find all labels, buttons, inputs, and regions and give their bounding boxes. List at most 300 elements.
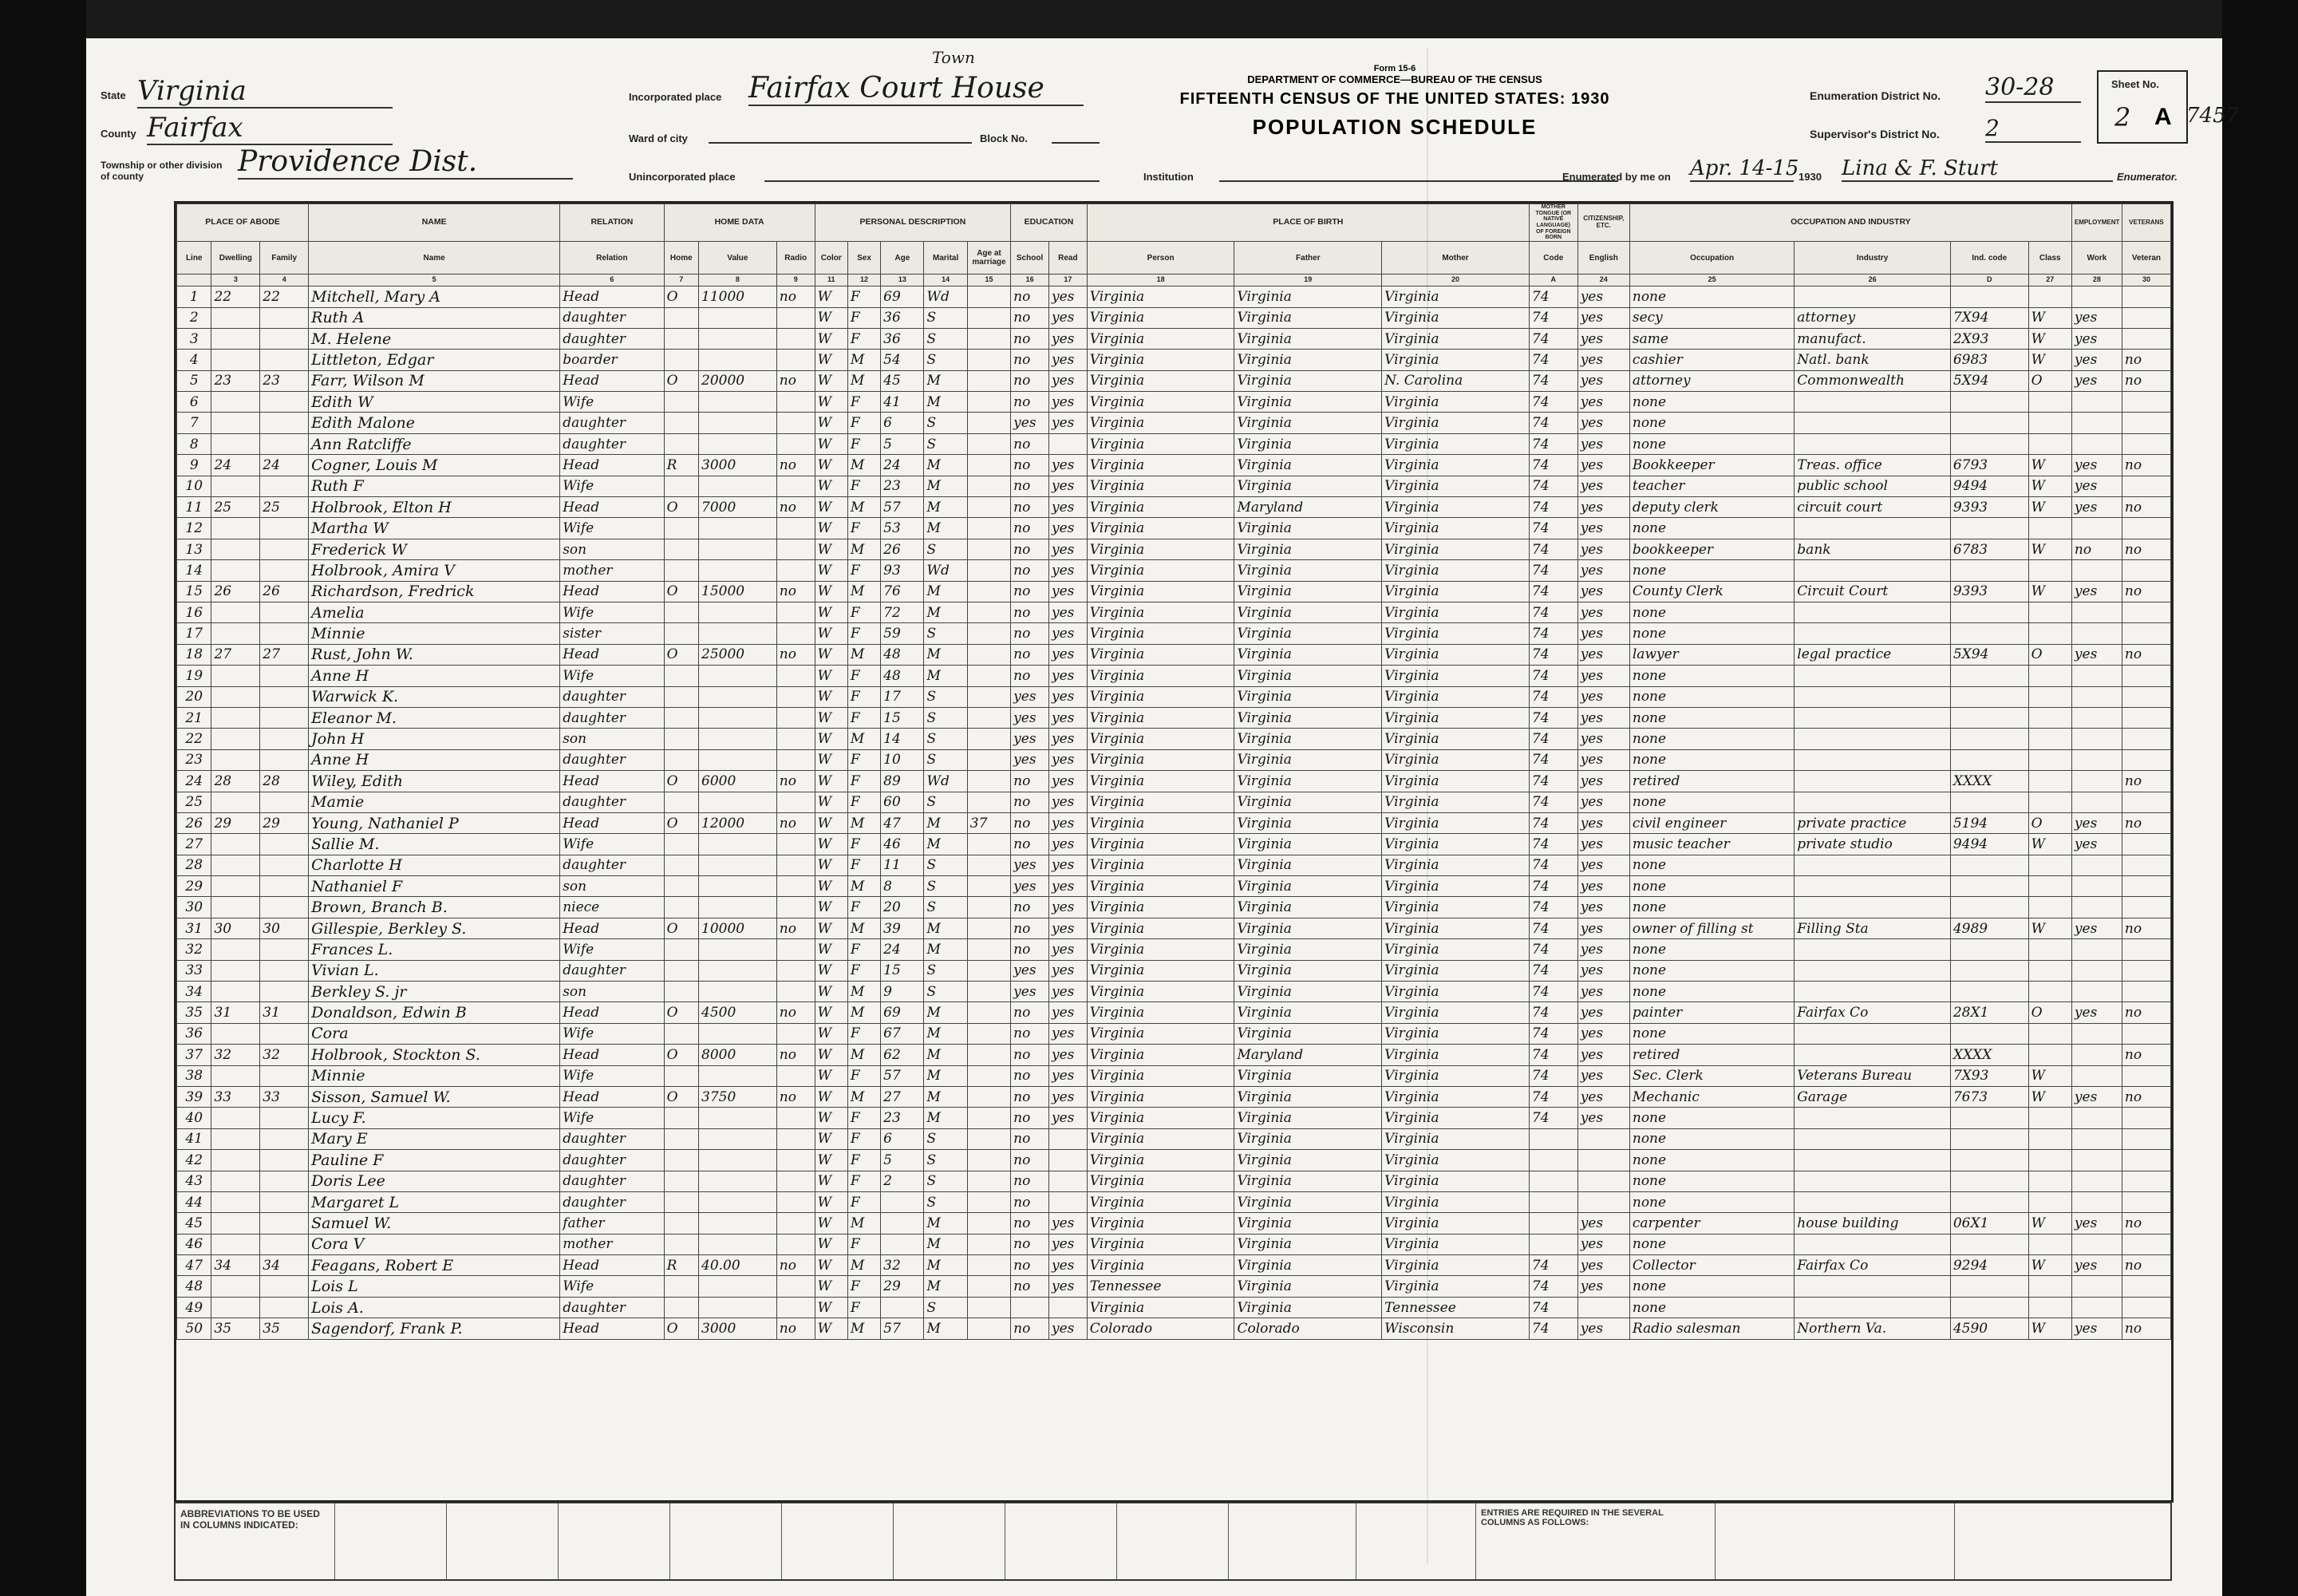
industry (1795, 623, 1951, 644)
age: 23 (881, 476, 924, 496)
line-number: 2 (177, 307, 211, 328)
age: 48 (881, 666, 924, 686)
birthplace-mother: Virginia (1382, 518, 1530, 539)
age-at-marriage (967, 392, 1010, 413)
line-number: 46 (177, 1234, 211, 1254)
group-veterans: VETERANS (2122, 204, 2170, 242)
sex: M (847, 350, 880, 370)
color-race: W (815, 1318, 847, 1339)
family-number: 32 (260, 1045, 309, 1065)
person-name: Pauline F (309, 1150, 560, 1171)
dwelling-number (211, 1108, 260, 1128)
birthplace-person: Virginia (1087, 518, 1234, 539)
code-a: 74 (1529, 1002, 1577, 1023)
birthplace-person: Virginia (1087, 392, 1234, 413)
radio (776, 1213, 815, 1234)
industry-code (1950, 792, 2028, 812)
class-of-worker: W (2028, 350, 2071, 370)
home-tenure: O (664, 1318, 698, 1339)
birthplace-person: Virginia (1087, 686, 1234, 707)
home-value (699, 897, 777, 918)
line-number: 27 (177, 834, 211, 855)
table-row (177, 749, 2171, 770)
speaks-english: yes (1577, 476, 1629, 496)
schedule-title: POPULATION SCHEDULE (1252, 115, 1538, 139)
school-attendance: yes (1011, 876, 1049, 897)
birthplace-father: Virginia (1234, 855, 1382, 875)
occupation: none (1629, 749, 1794, 770)
marital-status: S (924, 897, 967, 918)
school-attendance: no (1011, 497, 1049, 518)
home-tenure (664, 1065, 698, 1086)
occupation: Mechanic (1629, 1086, 1794, 1107)
family-number (260, 707, 309, 728)
code-a: 74 (1529, 707, 1577, 728)
industry-code: 9393 (1950, 497, 2028, 518)
radio (776, 855, 815, 875)
at-work: yes (2071, 328, 2122, 349)
person-name: Littleton, Edgar (309, 350, 560, 370)
speaks-english: yes (1577, 602, 1629, 622)
industry-code: 6783 (1950, 539, 2028, 559)
sex: F (847, 1108, 880, 1128)
census-rows (177, 286, 2171, 1340)
person-name: Minnie (309, 1065, 560, 1086)
age-at-marriage (967, 328, 1010, 349)
table-row (177, 939, 2171, 960)
family-number (260, 666, 309, 686)
family-number: 27 (260, 644, 309, 665)
birthplace-father: Virginia (1234, 939, 1382, 960)
class-of-worker (2028, 1171, 2071, 1191)
school-attendance: yes (1011, 982, 1049, 1002)
column-header-mother: Mother (1382, 242, 1530, 275)
marital-status: M (924, 1045, 967, 1065)
class-of-worker: W (2028, 1086, 2071, 1107)
birthplace-person: Virginia (1087, 1171, 1234, 1191)
birthplace-person: Virginia (1087, 939, 1234, 960)
industry: attorney (1795, 307, 1951, 328)
column-number: 12 (847, 275, 880, 286)
age-at-marriage (967, 623, 1010, 644)
sex: F (847, 1171, 880, 1191)
at-work (2071, 876, 2122, 897)
veteran (2122, 560, 2170, 581)
dwelling-number (211, 666, 260, 686)
home-tenure (664, 982, 698, 1002)
school-attendance: no (1011, 476, 1049, 496)
form-title-block (1115, 64, 1674, 140)
speaks-english (1577, 1171, 1629, 1191)
home-value (699, 476, 777, 496)
column-header-dwelling: Dwelling (211, 242, 260, 275)
age (881, 1191, 924, 1212)
class-of-worker: W (2028, 497, 2071, 518)
group-employment: EMPLOYMENT (2071, 204, 2122, 242)
occupation: none (1629, 433, 1794, 454)
column-header-row (177, 242, 2171, 275)
sex: M (847, 1002, 880, 1023)
census-title: FIFTEENTH CENSUS OF THE UNITED STATES: 1930 (1179, 90, 1610, 108)
birthplace-person: Virginia (1087, 1150, 1234, 1171)
home-value (699, 855, 777, 875)
birthplace-person: Virginia (1087, 812, 1234, 833)
industry-code (1950, 939, 2028, 960)
sex: F (847, 476, 880, 496)
column-number: 3 (211, 275, 260, 286)
school-attendance: no (1011, 939, 1049, 960)
family-number (260, 1171, 309, 1191)
home-tenure: O (664, 644, 698, 665)
marital-status: M (924, 834, 967, 855)
footer-box-11 (1716, 1503, 1955, 1579)
relation: Head (560, 918, 664, 938)
line-number: 21 (177, 707, 211, 728)
sex: M (847, 539, 880, 559)
column-number: 9 (776, 275, 815, 286)
block-line (1052, 128, 1100, 144)
scan-streak (1427, 48, 1428, 1564)
marital-status: Wd (924, 286, 967, 307)
person-name: Richardson, Fredrick (309, 581, 560, 602)
class-of-worker (2028, 876, 2071, 897)
birthplace-mother: Virginia (1382, 539, 1530, 559)
birthplace-mother: Virginia (1382, 666, 1530, 686)
family-number (260, 433, 309, 454)
age: 36 (881, 328, 924, 349)
ward-label: Ward of city (629, 132, 688, 144)
person-name: Sallie M. (309, 834, 560, 855)
school-attendance: no (1011, 1086, 1049, 1107)
family-number (260, 518, 309, 539)
radio (776, 1171, 815, 1191)
can-read: yes (1048, 286, 1087, 307)
family-number (260, 392, 309, 413)
age: 14 (881, 729, 924, 749)
dwelling-number (211, 897, 260, 918)
class-of-worker: W (2028, 1318, 2071, 1339)
marital-status: S (924, 1297, 967, 1317)
family-number (260, 1213, 309, 1234)
home-tenure: O (664, 1045, 698, 1065)
class-of-worker (2028, 413, 2071, 433)
class-of-worker (2028, 771, 2071, 792)
column-number: 30 (2122, 275, 2170, 286)
person-name: Anne H (309, 666, 560, 686)
birthplace-person: Virginia (1087, 792, 1234, 812)
industry-code: 6793 (1950, 455, 2028, 476)
relation: Head (560, 370, 664, 391)
marital-status: M (924, 476, 967, 496)
dwelling-number (211, 960, 260, 981)
institution-label: Institution (1143, 171, 1194, 183)
color-race: W (815, 1191, 847, 1212)
line-number: 12 (177, 518, 211, 539)
school-attendance: no (1011, 1191, 1049, 1212)
birthplace-mother: Virginia (1382, 1255, 1530, 1276)
marital-status: S (924, 960, 967, 981)
sex: F (847, 560, 880, 581)
person-name: Sagendorf, Frank P. (309, 1318, 560, 1339)
class-of-worker: W (2028, 476, 2071, 496)
veteran (2122, 433, 2170, 454)
column-header-english: English (1577, 242, 1629, 275)
birthplace-father: Virginia (1234, 749, 1382, 770)
school-attendance: no (1011, 644, 1049, 665)
line-number: 5 (177, 370, 211, 391)
sex: F (847, 960, 880, 981)
class-of-worker: W (2028, 328, 2071, 349)
home-value (699, 560, 777, 581)
radio: no (776, 1318, 815, 1339)
sex: F (847, 1128, 880, 1149)
radio (776, 560, 815, 581)
birthplace-person: Virginia (1087, 1108, 1234, 1128)
can-read: yes (1048, 476, 1087, 496)
birthplace-person: Virginia (1087, 286, 1234, 307)
marital-status: S (924, 1150, 967, 1171)
birthplace-mother: Virginia (1382, 581, 1530, 602)
industry-code: 6983 (1950, 350, 2028, 370)
county-label: County (101, 128, 136, 140)
class-of-worker (2028, 897, 2071, 918)
dwelling-number: 33 (211, 1086, 260, 1107)
institution-line (1219, 166, 1618, 182)
radio (776, 1150, 815, 1171)
sheet-letter: A (2154, 104, 2172, 130)
birthplace-person: Virginia (1087, 749, 1234, 770)
birthplace-person: Virginia (1087, 834, 1234, 855)
relation: Wife (560, 1276, 664, 1297)
age-at-marriage (967, 1086, 1010, 1107)
footer-box-10 (1356, 1503, 1476, 1579)
age-at-marriage (967, 602, 1010, 622)
birthplace-father: Virginia (1234, 1234, 1382, 1254)
sex: M (847, 1213, 880, 1234)
dwelling-number (211, 1150, 260, 1171)
age: 46 (881, 834, 924, 855)
class-of-worker (2028, 960, 2071, 981)
birthplace-person: Virginia (1087, 707, 1234, 728)
speaks-english: yes (1577, 939, 1629, 960)
age: 2 (881, 1171, 924, 1191)
color-race: W (815, 771, 847, 792)
birthplace-father: Virginia (1234, 812, 1382, 833)
can-read: yes (1048, 1276, 1087, 1297)
can-read: yes (1048, 1045, 1087, 1065)
code-a: 74 (1529, 433, 1577, 454)
veteran (2122, 792, 2170, 812)
speaks-english: yes (1577, 307, 1629, 328)
speaks-english: yes (1577, 960, 1629, 981)
sex: F (847, 307, 880, 328)
at-work (2071, 855, 2122, 875)
class-of-worker: W (2028, 918, 2071, 938)
relation: Head (560, 771, 664, 792)
school-attendance: no (1011, 581, 1049, 602)
can-read: yes (1048, 707, 1087, 728)
birthplace-father: Maryland (1234, 1045, 1382, 1065)
radio (776, 686, 815, 707)
industry (1795, 771, 1951, 792)
speaks-english: yes (1577, 497, 1629, 518)
speaks-english: yes (1577, 581, 1629, 602)
marital-status: S (924, 1171, 967, 1191)
color-race: W (815, 1065, 847, 1086)
occupation: retired (1629, 771, 1794, 792)
person-name: Feagans, Robert E (309, 1255, 560, 1276)
age: 48 (881, 644, 924, 665)
occupation: civil engineer (1629, 812, 1794, 833)
radio: no (776, 771, 815, 792)
line-number: 50 (177, 1318, 211, 1339)
industry (1795, 1191, 1951, 1212)
sex: F (847, 707, 880, 728)
family-number: 30 (260, 918, 309, 938)
industry-code: 5X94 (1950, 644, 2028, 665)
speaks-english: yes (1577, 918, 1629, 938)
industry-code (1950, 392, 2028, 413)
line-number: 40 (177, 1108, 211, 1128)
column-number: 15 (967, 275, 1010, 286)
birthplace-mother: Virginia (1382, 1276, 1530, 1297)
line-number: 41 (177, 1128, 211, 1149)
family-number (260, 855, 309, 875)
column-number: 17 (1048, 275, 1087, 286)
supervisor-value: 2 (1985, 115, 2081, 143)
relation: daughter (560, 433, 664, 454)
family-number (260, 1297, 309, 1317)
group-mother-tongue: MOTHER TONGUE (OR NATIVE LANGUAGE) OF FOREIGN BORN (1529, 204, 1577, 242)
family-number (260, 939, 309, 960)
sex: F (847, 286, 880, 307)
column-number: 13 (881, 275, 924, 286)
incorporated-label: Incorporated place (629, 91, 722, 103)
birthplace-person: Virginia (1087, 1065, 1234, 1086)
industry-code (1950, 1171, 2028, 1191)
person-name: Lois A. (309, 1297, 560, 1317)
table-row (177, 812, 2171, 833)
line-number: 9 (177, 455, 211, 476)
home-value (699, 1150, 777, 1171)
ed-label: Enumeration District No. (1810, 89, 1941, 102)
color-race: W (815, 834, 847, 855)
age-at-marriage (967, 982, 1010, 1002)
home-tenure: R (664, 1255, 698, 1276)
radio (776, 897, 815, 918)
veteran (2122, 1128, 2170, 1149)
industry-code (1950, 413, 2028, 433)
dwelling-number (211, 1128, 260, 1149)
age-at-marriage (967, 707, 1010, 728)
home-tenure (664, 413, 698, 433)
table-row (177, 771, 2171, 792)
occupation: Radio salesman (1629, 1318, 1794, 1339)
footer-box-7 (1005, 1503, 1117, 1579)
age-at-marriage (967, 350, 1010, 370)
at-work: yes (2071, 497, 2122, 518)
line-number: 6 (177, 392, 211, 413)
home-value: 3750 (699, 1086, 777, 1107)
relation: daughter (560, 1191, 664, 1212)
age: 41 (881, 392, 924, 413)
color-race: W (815, 1150, 847, 1171)
birthplace-mother: Virginia (1382, 792, 1530, 812)
veteran (2122, 1297, 2170, 1317)
home-tenure (664, 1150, 698, 1171)
home-value: 11000 (699, 286, 777, 307)
column-number: 8 (699, 275, 777, 286)
can-read: yes (1048, 1023, 1087, 1044)
age: 60 (881, 792, 924, 812)
speaks-english: yes (1577, 729, 1629, 749)
column-header-radio: Radio (776, 242, 815, 275)
color-race: W (815, 623, 847, 644)
home-value (699, 328, 777, 349)
person-name: Cogner, Louis M (309, 455, 560, 476)
speaks-english: yes (1577, 749, 1629, 770)
age: 9 (881, 982, 924, 1002)
person-name: Farr, Wilson M (309, 370, 560, 391)
relation: mother (560, 560, 664, 581)
birthplace-father: Virginia (1234, 1002, 1382, 1023)
birthplace-person: Virginia (1087, 433, 1234, 454)
table-row (177, 392, 2171, 413)
table-row (177, 686, 2171, 707)
school-attendance: no (1011, 1065, 1049, 1086)
column-header-occupation: Occupation (1629, 242, 1794, 275)
code-a: 74 (1529, 581, 1577, 602)
marital-status: S (924, 1128, 967, 1149)
sex: F (847, 749, 880, 770)
home-tenure (664, 749, 698, 770)
home-tenure (664, 1191, 698, 1212)
sex: M (847, 918, 880, 938)
home-value: 15000 (699, 581, 777, 602)
relation: Head (560, 644, 664, 665)
home-tenure (664, 350, 698, 370)
can-read: yes (1048, 812, 1087, 833)
column-header-marital: Marital (924, 242, 967, 275)
school-attendance: no (1011, 307, 1049, 328)
birthplace-father: Virginia (1234, 1171, 1382, 1191)
column-number: 20 (1382, 275, 1530, 286)
home-tenure (664, 539, 698, 559)
birthplace-father: Virginia (1234, 1276, 1382, 1297)
at-work: yes (2071, 455, 2122, 476)
marital-status: M (924, 1108, 967, 1128)
occupation: none (1629, 686, 1794, 707)
birthplace-mother: Virginia (1382, 939, 1530, 960)
marital-status: S (924, 539, 967, 559)
table-row (177, 497, 2171, 518)
table-row (177, 623, 2171, 644)
can-read: yes (1048, 1318, 1087, 1339)
industry: Commonwealth (1795, 370, 1951, 391)
home-tenure (664, 1128, 698, 1149)
line-number: 20 (177, 686, 211, 707)
school-attendance: no (1011, 666, 1049, 686)
color-race: W (815, 1002, 847, 1023)
line-number: 49 (177, 1297, 211, 1317)
can-read: yes (1048, 749, 1087, 770)
birthplace-person: Virginia (1087, 666, 1234, 686)
home-tenure (664, 602, 698, 622)
state-value: Virginia (137, 75, 393, 109)
code-a: 74 (1529, 939, 1577, 960)
veteran (2122, 1276, 2170, 1297)
dwelling-number (211, 749, 260, 770)
